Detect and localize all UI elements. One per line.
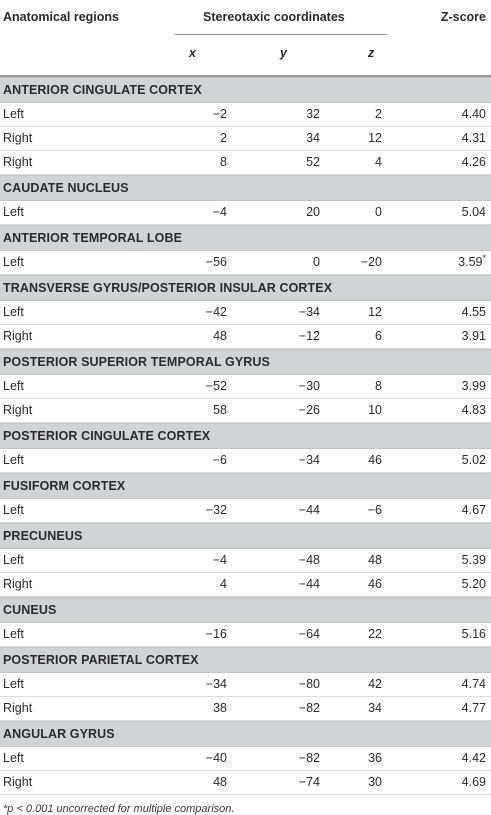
table-row bbox=[0, 325, 491, 349]
header-stereotaxic-coordinates: Stereotaxic coordinates bbox=[203, 10, 345, 24]
table-row bbox=[0, 103, 491, 127]
section-header: POSTERIOR CINGULATE CORTEX bbox=[0, 423, 491, 449]
cell-z: 2 bbox=[375, 107, 382, 121]
cell-region: Right bbox=[3, 329, 33, 343]
cell-z: −6 bbox=[367, 503, 382, 517]
table-row bbox=[0, 301, 491, 325]
section-header: FUSIFORM CORTEX bbox=[0, 473, 491, 499]
cell-x: −34 bbox=[205, 677, 227, 691]
cell-z: 6 bbox=[375, 329, 382, 343]
cell-y: −44 bbox=[298, 577, 320, 591]
cell-zscore bbox=[462, 151, 486, 174]
cell-x: 48 bbox=[213, 775, 227, 789]
cell-y: 32 bbox=[306, 107, 320, 121]
table-row bbox=[0, 673, 491, 697]
cell-region: Left bbox=[3, 453, 24, 467]
table-header-row bbox=[0, 0, 491, 36]
cell-y: −44 bbox=[298, 503, 320, 517]
table-row bbox=[0, 375, 491, 399]
cell-zscore bbox=[462, 549, 486, 572]
cell-x: 48 bbox=[213, 329, 227, 343]
cell-y: −34 bbox=[298, 453, 320, 467]
cell-z: 12 bbox=[368, 131, 382, 145]
header-anatomical-regions: Anatomical regions bbox=[3, 10, 119, 24]
cell-x: −56 bbox=[205, 255, 227, 269]
table-row bbox=[0, 127, 491, 151]
table-row bbox=[0, 623, 491, 647]
table-row bbox=[0, 449, 491, 473]
cell-zscore bbox=[462, 127, 486, 150]
cell-z: 46 bbox=[368, 453, 382, 467]
cell-y: −74 bbox=[298, 775, 320, 789]
cell-zscore-value: 5.39 bbox=[461, 553, 486, 567]
cell-zscore-value: 4.40 bbox=[461, 107, 486, 121]
cell-region: Left bbox=[3, 107, 24, 121]
cell-zscore-value: 4.69 bbox=[461, 775, 486, 789]
cell-x: 2 bbox=[220, 131, 227, 145]
header-divider bbox=[175, 34, 387, 35]
cell-region: Left bbox=[3, 205, 24, 219]
cell-z: 8 bbox=[375, 379, 382, 393]
cell-z: 22 bbox=[368, 627, 382, 641]
cell-zscore bbox=[462, 771, 486, 794]
section-header: ANTERIOR TEMPORAL LOBE bbox=[0, 225, 491, 251]
cell-y: −48 bbox=[298, 553, 320, 567]
section-header: CAUDATE NUCLEUS bbox=[0, 175, 491, 201]
table-row bbox=[0, 151, 491, 175]
cell-zscore-value: 3.99 bbox=[461, 379, 486, 393]
cell-x: 8 bbox=[220, 155, 227, 169]
cell-zscore bbox=[462, 747, 486, 770]
cell-z: −20 bbox=[360, 255, 382, 269]
cell-zscore-value: 3.91 bbox=[461, 329, 486, 343]
table-footnote: *p < 0.001 uncorrected for multiple comparison. bbox=[3, 803, 235, 815]
cell-region: Left bbox=[3, 751, 24, 765]
cell-zscore-value: 4.74 bbox=[461, 677, 486, 691]
cell-region: Right bbox=[3, 131, 33, 145]
cell-zscore bbox=[462, 201, 486, 224]
cell-x: −42 bbox=[205, 305, 227, 319]
cell-zscore-value: 5.04 bbox=[461, 205, 486, 219]
cell-region: Left bbox=[3, 677, 24, 691]
cell-x: 4 bbox=[220, 577, 227, 591]
cell-region: Right bbox=[3, 155, 33, 169]
header-x: x bbox=[189, 46, 196, 60]
cell-y: 20 bbox=[306, 205, 320, 219]
section-header: ANTERIOR CINGULATE CORTEX bbox=[0, 77, 491, 103]
table-row bbox=[0, 399, 491, 423]
cell-y: −12 bbox=[298, 329, 320, 343]
cell-zscore-value: 4.42 bbox=[461, 751, 486, 765]
cell-x: −4 bbox=[212, 205, 227, 219]
cell-zscore bbox=[462, 499, 486, 522]
cell-zscore bbox=[462, 449, 486, 472]
table-row bbox=[0, 251, 491, 275]
cell-zscore bbox=[462, 375, 486, 398]
cell-z: 36 bbox=[368, 751, 382, 765]
table-body bbox=[0, 77, 491, 795]
cell-x: 58 bbox=[213, 403, 227, 417]
cell-y: 34 bbox=[306, 131, 320, 145]
cell-region: Right bbox=[3, 701, 33, 715]
cell-region: Left bbox=[3, 627, 24, 641]
cell-region: Right bbox=[3, 577, 33, 591]
cell-x: −52 bbox=[205, 379, 227, 393]
cell-y: −26 bbox=[298, 403, 320, 417]
table-row bbox=[0, 549, 491, 573]
cell-y: 0 bbox=[313, 255, 320, 269]
cell-y: −82 bbox=[298, 701, 320, 715]
cell-zscore-value: 5.02 bbox=[461, 453, 486, 467]
cell-zscore-value: 4.31 bbox=[461, 131, 486, 145]
cell-y: 52 bbox=[306, 155, 320, 169]
cell-z: 4 bbox=[375, 155, 382, 169]
cell-zscore bbox=[462, 399, 486, 422]
cell-z: 34 bbox=[368, 701, 382, 715]
significance-marker: * bbox=[482, 252, 486, 263]
table-subheader-row bbox=[0, 36, 491, 70]
section-header: POSTERIOR SUPERIOR TEMPORAL GYRUS bbox=[0, 349, 491, 375]
cell-zscore bbox=[462, 103, 486, 126]
cell-zscore-value: 4.83 bbox=[461, 403, 486, 417]
cell-x: −4 bbox=[212, 553, 227, 567]
cell-region: Left bbox=[3, 553, 24, 567]
cell-x: −40 bbox=[205, 751, 227, 765]
cell-zscore-value: 4.77 bbox=[461, 701, 486, 715]
table-row bbox=[0, 747, 491, 771]
cell-y: −34 bbox=[298, 305, 320, 319]
table-row bbox=[0, 771, 491, 795]
header-z: z bbox=[368, 46, 375, 60]
cell-x: −16 bbox=[205, 627, 227, 641]
section-header: ANGULAR GYRUS bbox=[0, 721, 491, 747]
cell-zscore bbox=[462, 301, 486, 324]
table-row bbox=[0, 499, 491, 523]
cell-z: 0 bbox=[375, 205, 382, 219]
cell-zscore bbox=[458, 251, 486, 274]
cell-y: −30 bbox=[298, 379, 320, 393]
table-row bbox=[0, 697, 491, 721]
cell-x: −6 bbox=[212, 453, 227, 467]
table-row bbox=[0, 573, 491, 597]
cell-region: Left bbox=[3, 503, 24, 517]
cell-z: 10 bbox=[368, 403, 382, 417]
cell-zscore bbox=[462, 623, 486, 646]
cell-zscore-value: 4.67 bbox=[461, 503, 486, 517]
cell-z: 48 bbox=[368, 553, 382, 567]
cell-zscore bbox=[462, 573, 486, 596]
section-header: CUNEUS bbox=[0, 597, 491, 623]
cell-zscore bbox=[462, 325, 486, 348]
cell-zscore-value: 4.26 bbox=[461, 155, 486, 169]
cell-zscore-value: 4.55 bbox=[461, 305, 486, 319]
cell-zscore bbox=[462, 673, 486, 696]
cell-region: Right bbox=[3, 775, 33, 789]
cell-z: 30 bbox=[368, 775, 382, 789]
cell-y: −64 bbox=[298, 627, 320, 641]
cell-zscore-value: 5.16 bbox=[461, 627, 486, 641]
cell-region: Right bbox=[3, 403, 33, 417]
cell-x: 38 bbox=[213, 701, 227, 715]
cell-zscore-value: 3.59 bbox=[458, 255, 483, 269]
cell-zscore-value: 5.20 bbox=[461, 577, 486, 591]
header-y: y bbox=[280, 46, 287, 60]
section-header: PRECUNEUS bbox=[0, 523, 491, 549]
cell-y: −82 bbox=[298, 751, 320, 765]
cell-region: Left bbox=[3, 379, 24, 393]
cell-region: Left bbox=[3, 305, 24, 319]
header-z-score: Z-score bbox=[440, 10, 486, 24]
cell-region: Left bbox=[3, 255, 24, 269]
cell-z: 46 bbox=[368, 577, 382, 591]
cell-z: 42 bbox=[368, 677, 382, 691]
cell-y: −80 bbox=[298, 677, 320, 691]
table-row bbox=[0, 201, 491, 225]
cell-x: −2 bbox=[212, 107, 227, 121]
cell-x: −32 bbox=[205, 503, 227, 517]
cell-z: 12 bbox=[368, 305, 382, 319]
section-header: POSTERIOR PARIETAL CORTEX bbox=[0, 647, 491, 673]
section-header: TRANSVERSE GYRUS/POSTERIOR INSULAR CORTEX bbox=[0, 275, 491, 301]
cell-zscore bbox=[462, 697, 486, 720]
